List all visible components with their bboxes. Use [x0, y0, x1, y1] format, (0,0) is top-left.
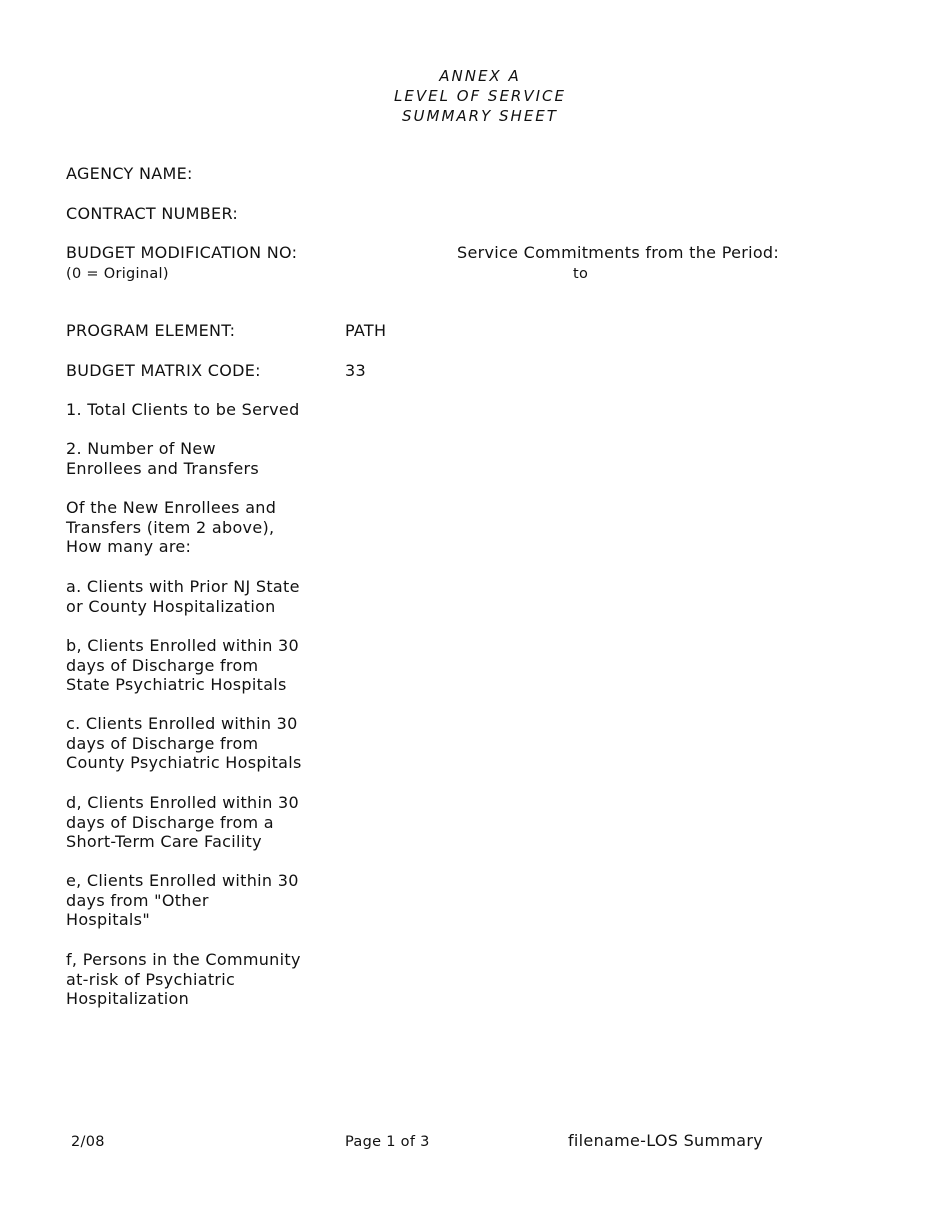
item-b-state-psychiatric: b, Clients Enrolled within 30 days of Discharge from State Psychiatric Hospitals: [66, 636, 299, 694]
program-element-value: PATH: [345, 321, 387, 340]
item-f-at-risk: f, Persons in the Community at-risk of Psychiatric Hospitalization: [66, 950, 301, 1008]
contract-number-label: CONTRACT NUMBER:: [66, 204, 239, 223]
item-d-short-term-care: d, Clients Enrolled within 30 days of Discharge from a Short-Term Care Facility: [66, 793, 299, 851]
header-summary-sheet: SUMMARY SHEET: [402, 107, 558, 125]
budget-matrix-code-label: BUDGET MATRIX CODE:: [66, 361, 261, 380]
item-a-prior-hospitalization: a. Clients with Prior NJ State or County Hospitalization: [66, 577, 300, 616]
budget-matrix-code-value: 33: [345, 361, 366, 380]
footer-page-number: Page 1 of 3: [345, 1134, 430, 1150]
budget-modification-label: BUDGET MODIFICATION NO:: [66, 243, 298, 262]
program-element-label: PROGRAM ELEMENT:: [66, 321, 236, 340]
item-of-new-enrollees: Of the New Enrollees and Transfers (item 2 above), How many are:: [66, 498, 277, 556]
item-new-enrollees: 2. Number of New Enrollees and Transfers: [66, 439, 260, 478]
header-level-of-service: LEVEL OF SERVICE: [394, 87, 566, 105]
service-period-to: to: [573, 266, 589, 282]
footer-filename: filename-LOS Summary: [568, 1131, 764, 1150]
service-period-label: Service Commitments from the Period:: [457, 243, 780, 262]
item-c-county-psychiatric: c. Clients Enrolled within 30 days of Discharge from County Psychiatric Hospitals: [66, 714, 302, 772]
header-annex: ANNEX A: [439, 67, 521, 85]
footer-date: 2/08: [71, 1134, 105, 1150]
item-total-clients: 1. Total Clients to be Served: [66, 400, 300, 419]
budget-modification-note: (0 = Original): [66, 266, 169, 282]
agency-name-label: AGENCY NAME:: [66, 164, 193, 183]
item-e-other-hospitals: e, Clients Enrolled within 30 days from "Other Hospitals": [66, 871, 299, 929]
